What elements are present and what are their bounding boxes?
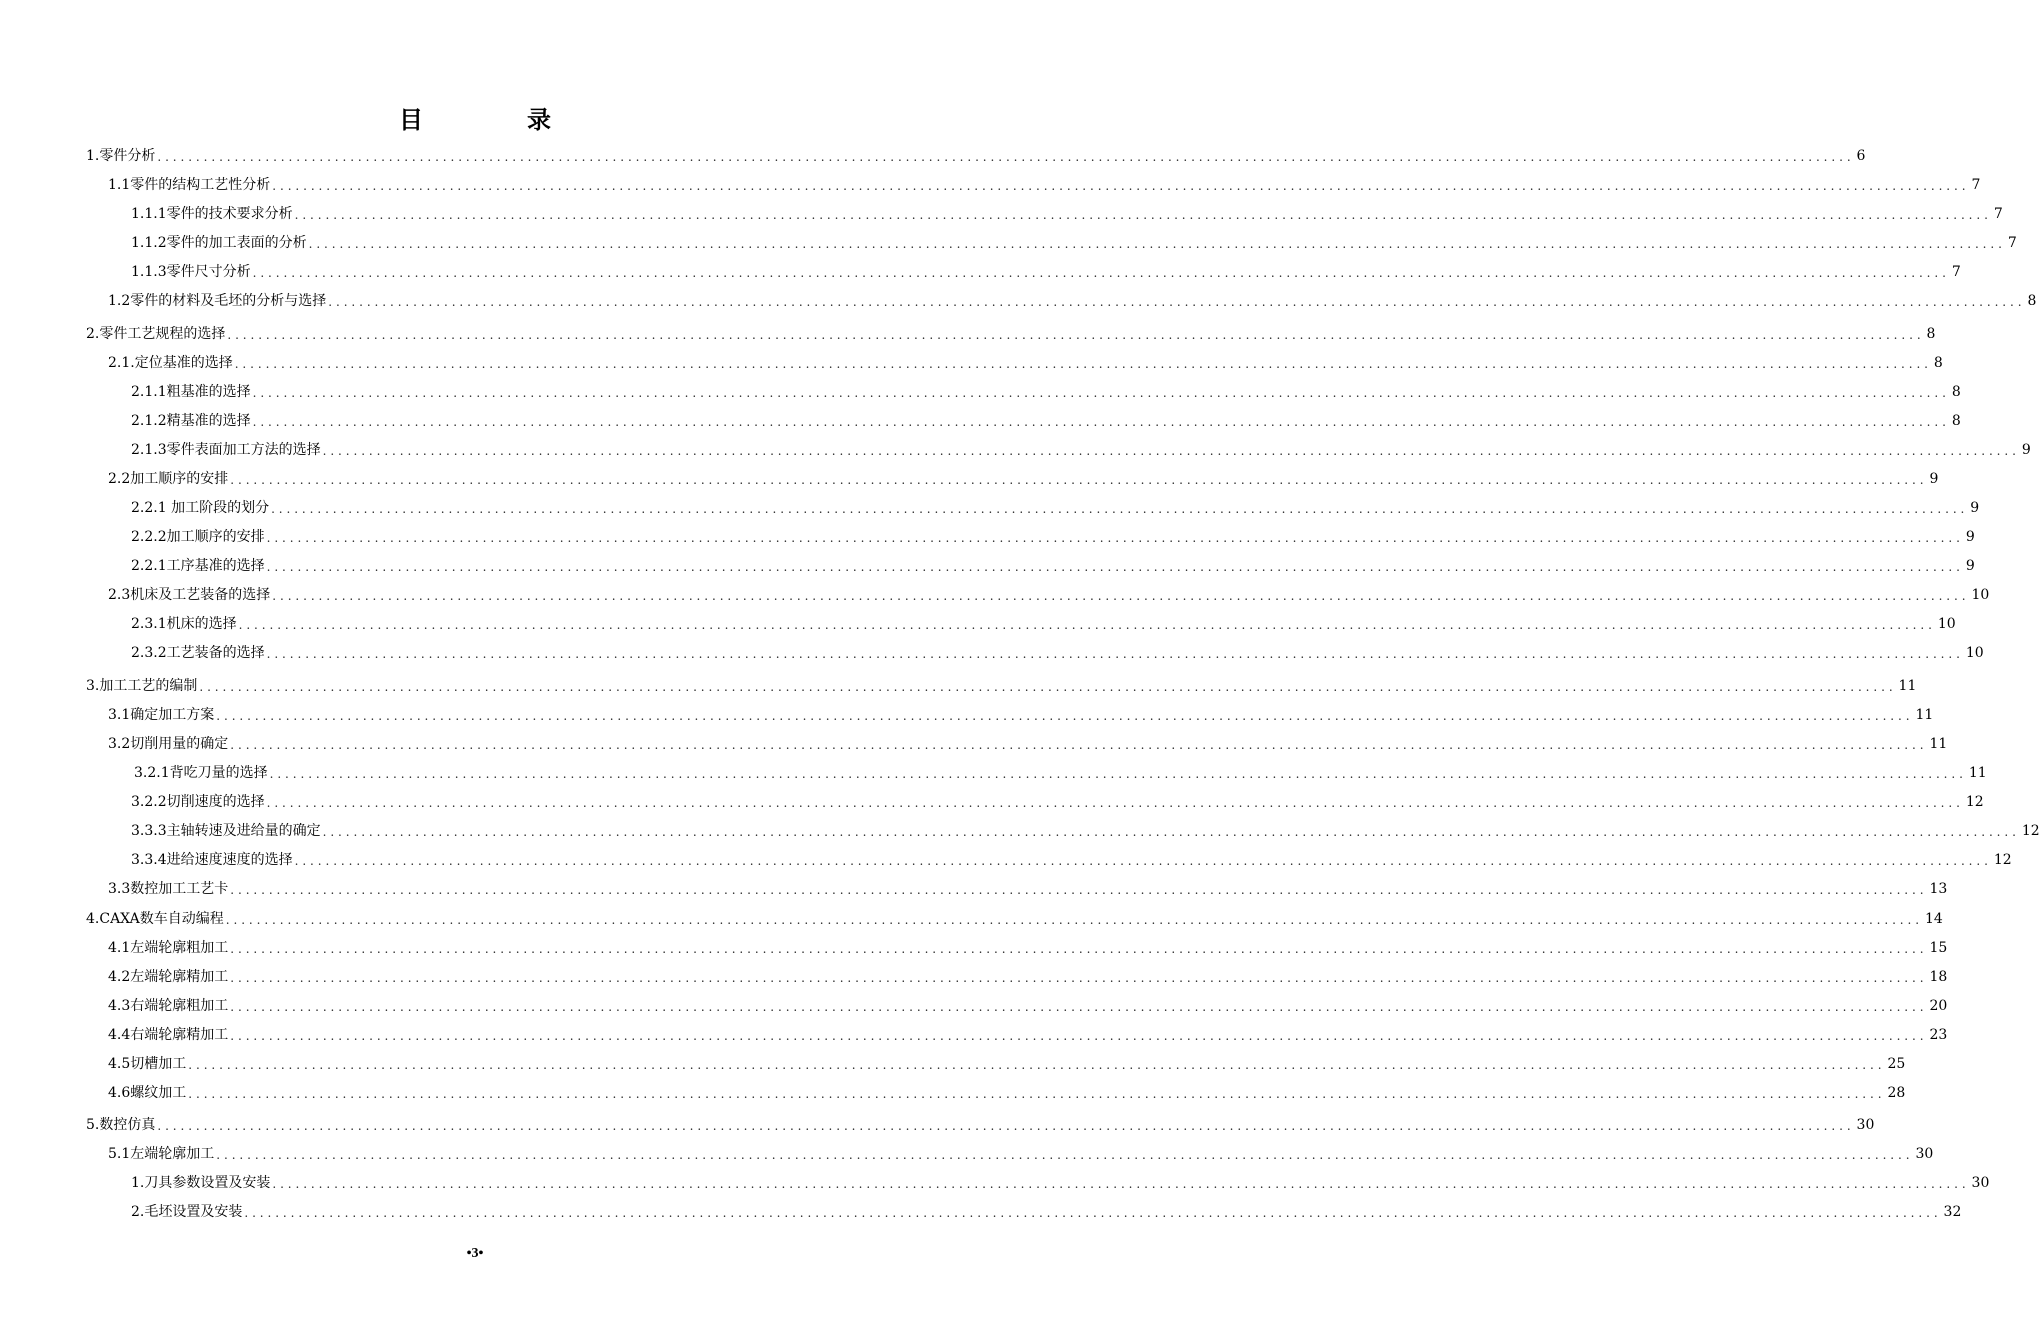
- toc-entry-page: 11: [1898, 678, 1917, 694]
- toc-entry[interactable]: [131, 792, 1984, 812]
- toc-entry-page: 10: [1937, 616, 1956, 632]
- toc-entry[interactable]: [131, 440, 2031, 460]
- dot-leader: ............................................................................................................................................................................................................................: [199, 680, 1897, 694]
- toc-entry[interactable]: [131, 204, 2003, 224]
- toc-entry-title: 3.加工工艺的编制: [86, 678, 198, 694]
- toc-entry[interactable]: [108, 585, 1990, 605]
- toc-entry-title: 1.1.2零件的加工表面的分析: [131, 235, 307, 251]
- toc-entry[interactable]: [108, 1144, 1934, 1164]
- toc-entry-page: 8: [1951, 413, 1961, 429]
- toc-entry-title: 4.1左端轮廓粗加工: [108, 940, 229, 956]
- dot-leader: ............................................................................................................................................................................................................................: [252, 415, 1950, 429]
- toc-entry-title: 2.1.3零件表面加工方法的选择: [131, 442, 321, 458]
- toc-entry-page: 12: [1965, 794, 1984, 810]
- toc-entry-title: 2.2.2加工顺序的安排: [131, 529, 265, 545]
- toc-entry-title: 2.2加工顺序的安排: [108, 471, 229, 487]
- toc-entry-title: 4.CAXA数车自动编程: [86, 911, 224, 927]
- toc-entry-page: 7: [1993, 206, 2003, 222]
- dot-leader: ............................................................................................................................................................................................................................: [157, 150, 1855, 164]
- toc-entry[interactable]: [108, 1083, 1906, 1103]
- toc-entry-page: 7: [1971, 177, 1981, 193]
- toc-entry[interactable]: [86, 324, 1936, 344]
- toc-entry-page: 8: [1951, 384, 1961, 400]
- toc-entry-page: 18: [1929, 969, 1948, 985]
- toc-entry[interactable]: [108, 879, 1948, 899]
- toc-entry[interactable]: [108, 705, 1934, 725]
- toc-entry[interactable]: [131, 498, 1980, 518]
- toc-entry-page: 6: [1856, 148, 1866, 164]
- toc-entry-page: 12: [2021, 823, 2040, 839]
- dot-leader: ............................................................................................................................................................................................................................: [266, 531, 1964, 545]
- toc-entry-title: 4.6螺纹加工: [108, 1085, 187, 1101]
- toc-entry[interactable]: [131, 556, 1975, 576]
- toc-entry-page: 11: [1968, 765, 1987, 781]
- toc-entry-title: 3.3数控加工工艺卡: [108, 881, 229, 897]
- toc-entry[interactable]: [108, 1054, 1906, 1074]
- toc-entry-page: 28: [1887, 1085, 1906, 1101]
- toc-entry[interactable]: [131, 821, 2040, 841]
- toc-entry-title: 5.1左端轮廓加工: [108, 1146, 215, 1162]
- toc-entry[interactable]: [134, 763, 1987, 783]
- toc-entry-page: 25: [1887, 1056, 1906, 1072]
- toc-entry-title: 1.1零件的结构工艺性分析: [108, 177, 271, 193]
- toc-entry-title: 1.1.1零件的技术要求分析: [131, 206, 293, 222]
- toc-entry-page: 8: [1933, 355, 1943, 371]
- toc-entry[interactable]: [131, 1173, 1990, 1193]
- dot-leader: ............................................................................................................................................................................................................................: [230, 883, 1928, 897]
- toc-entry[interactable]: [131, 411, 1961, 431]
- toc-entry-title: 2.3.2工艺装备的选择: [131, 645, 265, 661]
- dot-leader: ............................................................................................................................................................................................................................: [269, 767, 1967, 781]
- toc-entry[interactable]: [108, 291, 2037, 311]
- dot-leader: ............................................................................................................................................................................................................................: [266, 796, 1964, 810]
- toc-entry-title: 3.2.1背吃刀量的选择: [134, 765, 268, 781]
- toc-entry[interactable]: [86, 1115, 1875, 1135]
- toc-entry[interactable]: [131, 614, 1956, 634]
- dot-leader: ............................................................................................................................................................................................................................: [238, 618, 1936, 632]
- toc-entry-title: 1.2零件的材料及毛坯的分析与选择: [108, 293, 327, 309]
- toc-entry-title: 2.1.定位基准的选择: [108, 355, 233, 371]
- toc-entry-title: 2.毛坯设置及安装: [131, 1204, 243, 1220]
- toc-entry[interactable]: [131, 233, 2017, 253]
- toc-entry-page: 32: [1943, 1204, 1962, 1220]
- dot-leader: ............................................................................................................................................................................................................................: [322, 444, 2020, 458]
- dot-leader: ............................................................................................................................................................................................................................: [272, 589, 1970, 603]
- dot-leader: ............................................................................................................................................................................................................................: [230, 971, 1928, 985]
- toc-entry[interactable]: [131, 1202, 1962, 1222]
- toc-entry-page: 7: [2007, 235, 2017, 251]
- toc-entry-title: 4.2左端轮廓精加工: [108, 969, 229, 985]
- dot-leader: ............................................................................................................................................................................................................................: [271, 502, 1969, 516]
- toc-entry-page: 9: [1965, 529, 1975, 545]
- toc-entry-page: 30: [1856, 1117, 1875, 1133]
- toc-entry[interactable]: [86, 676, 1917, 696]
- toc-entry[interactable]: [108, 353, 1943, 373]
- toc-entry-title: 4.4右端轮廓精加工: [108, 1027, 229, 1043]
- dot-leader: ............................................................................................................................................................................................................................: [252, 386, 1950, 400]
- dot-leader: ............................................................................................................................................................................................................................: [227, 328, 1925, 342]
- toc-entry-page: 8: [2027, 293, 2037, 309]
- toc-entry-page: 9: [1965, 558, 1975, 574]
- toc-entry[interactable]: [131, 643, 1984, 663]
- dot-leader: ............................................................................................................................................................................................................................: [188, 1058, 1886, 1072]
- dot-leader: ............................................................................................................................................................................................................................: [308, 237, 2006, 251]
- toc-entry-title: 2.2.1 加工阶段的划分: [131, 500, 270, 516]
- toc-entry[interactable]: [108, 734, 1948, 754]
- dot-leader: ............................................................................................................................................................................................................................: [230, 1029, 1928, 1043]
- toc-entry-title: 3.2切削用量的确定: [108, 736, 229, 752]
- page-number: •3•: [466, 1246, 484, 1261]
- toc-entry[interactable]: [108, 469, 1939, 489]
- toc-entry-page: 30: [1915, 1146, 1934, 1162]
- toc-entry[interactable]: [86, 909, 1943, 929]
- toc-entry-title: 2.3机床及工艺装备的选择: [108, 587, 271, 603]
- toc-entry-title: 2.3.1机床的选择: [131, 616, 237, 632]
- toc-entry-title: 2.1.2精基准的选择: [131, 413, 251, 429]
- toc-entry-page: 13: [1929, 881, 1948, 897]
- toc-entry[interactable]: [131, 382, 1961, 402]
- toc-entry-page: 9: [1929, 471, 1939, 487]
- toc-entry-page: 10: [1965, 645, 1984, 661]
- toc-entry-title: 3.3.4进给速度速度的选择: [131, 852, 293, 868]
- dot-leader: ............................................................................................................................................................................................................................: [230, 738, 1928, 752]
- toc-entry-title: 4.3右端轮廓粗加工: [108, 998, 229, 1014]
- toc-entry[interactable]: [108, 967, 1948, 987]
- toc-entry-title: 4.5切槽加工: [108, 1056, 187, 1072]
- toc-entry[interactable]: [86, 146, 1866, 166]
- dot-leader: ............................................................................................................................................................................................................................: [244, 1206, 1942, 1220]
- page-title: 目 录: [399, 106, 591, 134]
- toc-entry-title: 1.刀具参数设置及安装: [131, 1175, 271, 1191]
- dot-leader: ............................................................................................................................................................................................................................: [294, 208, 1992, 222]
- toc-entry-title: 2.2.1工序基准的选择: [131, 558, 265, 574]
- toc-entry-page: 14: [1924, 911, 1943, 927]
- toc-entry[interactable]: [131, 527, 1975, 547]
- toc-entry-title: 2.零件工艺规程的选择: [86, 326, 226, 342]
- toc-entry-page: 9: [2021, 442, 2031, 458]
- dot-leader: ............................................................................................................................................................................................................................: [294, 854, 1992, 868]
- toc-entry-page: 15: [1929, 940, 1948, 956]
- toc-entry-title: 2.1.1粗基准的选择: [131, 384, 251, 400]
- dot-leader: ............................................................................................................................................................................................................................: [322, 825, 2020, 839]
- toc-entry-page: 8: [1926, 326, 1936, 342]
- toc-entry-title: 5.数控仿真: [86, 1117, 156, 1133]
- toc-entry-page: 11: [1929, 736, 1948, 752]
- dot-leader: ............................................................................................................................................................................................................................: [216, 709, 1914, 723]
- toc-entry-title: 3.2.2切削速度的选择: [131, 794, 265, 810]
- toc-entry[interactable]: [131, 850, 2012, 870]
- dot-leader: ............................................................................................................................................................................................................................: [157, 1119, 1855, 1133]
- dot-leader: ............................................................................................................................................................................................................................: [230, 1000, 1928, 1014]
- toc-entry-title: 3.1确定加工方案: [108, 707, 215, 723]
- toc-entry[interactable]: [108, 938, 1948, 958]
- dot-leader: ............................................................................................................................................................................................................................: [328, 295, 2026, 309]
- dot-leader: ............................................................................................................................................................................................................................: [225, 913, 1923, 927]
- dot-leader: ............................................................................................................................................................................................................................: [272, 1177, 1970, 1191]
- toc-entry-page: 10: [1971, 587, 1990, 603]
- toc-entry-title: 1.零件分析: [86, 148, 156, 164]
- toc-entry-page: 20: [1929, 998, 1948, 1014]
- dot-leader: ............................................................................................................................................................................................................................: [230, 942, 1928, 956]
- toc-entry[interactable]: [108, 996, 1948, 1016]
- toc-entry[interactable]: [131, 262, 1961, 282]
- toc-entry-page: 9: [1970, 500, 1980, 516]
- dot-leader: ............................................................................................................................................................................................................................: [266, 560, 1964, 574]
- dot-leader: ............................................................................................................................................................................................................................: [230, 473, 1928, 487]
- toc-entry-page: 12: [1993, 852, 2012, 868]
- toc-entry-title: 3.3.3主轴转速及进给量的确定: [131, 823, 321, 839]
- toc-entry[interactable]: [108, 1025, 1948, 1045]
- toc-entry[interactable]: [108, 175, 1981, 195]
- dot-leader: ............................................................................................................................................................................................................................: [272, 179, 1970, 193]
- toc-entry-page: 30: [1971, 1175, 1990, 1191]
- toc-entry-page: 11: [1915, 707, 1934, 723]
- dot-leader: ............................................................................................................................................................................................................................: [252, 266, 1950, 280]
- dot-leader: ............................................................................................................................................................................................................................: [188, 1087, 1886, 1101]
- dot-leader: ............................................................................................................................................................................................................................: [216, 1148, 1914, 1162]
- dot-leader: ............................................................................................................................................................................................................................: [234, 357, 1932, 371]
- toc-entry-page: 7: [1951, 264, 1961, 280]
- toc-entry-title: 1.1.3零件尺寸分析: [131, 264, 251, 280]
- toc-entry-page: 23: [1929, 1027, 1948, 1043]
- dot-leader: ............................................................................................................................................................................................................................: [266, 647, 1964, 661]
